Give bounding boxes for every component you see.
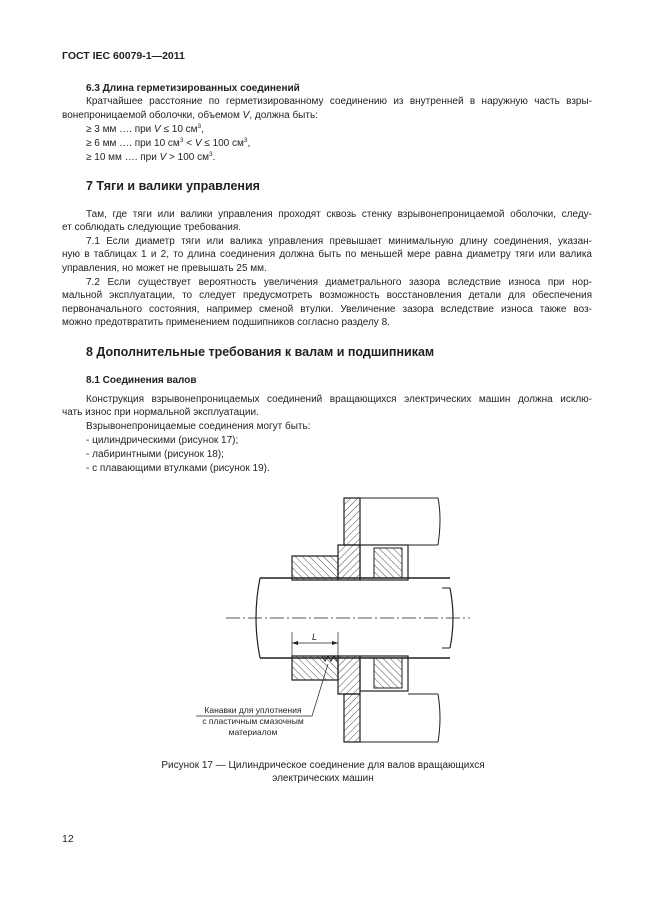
- s7-p3-line1: 7.2 Если существует вероятность увеличения диаметрального зазора вследствие износа при нор-: [86, 277, 592, 288]
- bushing-upper: [292, 556, 338, 580]
- callout-line-1: Канавки для уплотнения: [204, 705, 302, 715]
- s63-paragraph-line1: Кратчайшее расстояние по герметизированному соединению из внутренней в наружную часть взры-: [86, 96, 592, 107]
- shaft: [226, 578, 470, 658]
- figure-caption-line2: электрических машин: [272, 773, 374, 784]
- s8-list-item-3: - с плавающими втулками (рисунок 19).: [86, 463, 270, 474]
- s63-list-item-3: ≥ 10 мм …. при V > 100 $см^3$.: [86, 151, 216, 163]
- s7-p2-line3: управления, но может не превышать 25 мм.: [62, 263, 267, 274]
- s7-p3-line2: мальной эксплуатации, то следует предусмотреть возможность восстановления детали для обеспечения: [62, 290, 592, 301]
- s7-p2-line2: ную в таблицах 1 и 2, то длина соединения должна быть по меньшей мере равна диаметру тяги или валика: [62, 249, 592, 260]
- callout-line-2: с пластичным смазочным: [202, 716, 304, 726]
- bearing-housing: [360, 498, 440, 742]
- housing-flange: [338, 498, 360, 742]
- s63-paragraph-line2: вонепроницаемой оболочки, объемом V, должна быть:: [62, 110, 318, 121]
- s8-p1-line1: Конструкция взрывонепроницаемых соединений вращающихся электрических машин должна исклю-: [86, 394, 592, 405]
- s7-p1-line1: Там, где тяги или валики управления проходят сквозь стенку взрывонепроницаемой оболочки, следу-: [86, 209, 592, 220]
- figure-caption-line1: Рисунок 17 — Цилиндрическое соединение для валов вращающихся: [161, 760, 485, 771]
- s7-p3-line4: можно предотвратить применением подшипников согласно разделу 8.: [62, 317, 390, 328]
- s63-list-item-1: ≥ 3 мм …. при V ≤ 10 $см^3$,: [86, 123, 204, 135]
- figure-callout: [196, 705, 310, 738]
- section-6-3-title: 6.3 Длина герметизированных соединений: [86, 83, 300, 94]
- section-8-title: 8 Дополнительные требования к валам и подшипникам: [86, 345, 435, 359]
- bushing-lower-grooves: [292, 656, 338, 680]
- document-header: ГОСТ IEC 60079-1—2011: [62, 50, 185, 62]
- section-7-title: 7 Тяги и валики управления: [86, 179, 260, 193]
- callout-line-3: материалом: [228, 727, 278, 737]
- page-number: 12: [62, 833, 74, 845]
- s63-list-item-2: ≥ 6 мм …. при 10 $см^3 < V \le 100$ $см^3$,: [86, 137, 251, 149]
- section-8-1-title: 8.1 Соединения валов: [86, 375, 197, 386]
- s8-p1-line2: чать износ при нормальной эксплуатации.: [62, 407, 259, 418]
- s7-p1-line2: ет соблюдать следующие требования.: [62, 222, 242, 233]
- s8-p2: Взрывонепроницаемые соединения могут быть:: [86, 421, 311, 432]
- s7-p3-line3: первоначального состояния, например сменой втулки. Увеличение зазора вследствие износа также воз-: [62, 304, 592, 315]
- dimension-L: [292, 632, 338, 656]
- s7-p2-line1: 7.1 Если диаметр тяги или валика управления превышает минимальную длину соединения, указан-: [86, 236, 592, 247]
- dimension-label: L: [312, 632, 318, 642]
- s8-list-item-2: - лабиринтными (рисунок 18);: [86, 449, 224, 460]
- s8-list-item-1: - цилиндрическими (рисунок 17);: [86, 435, 239, 446]
